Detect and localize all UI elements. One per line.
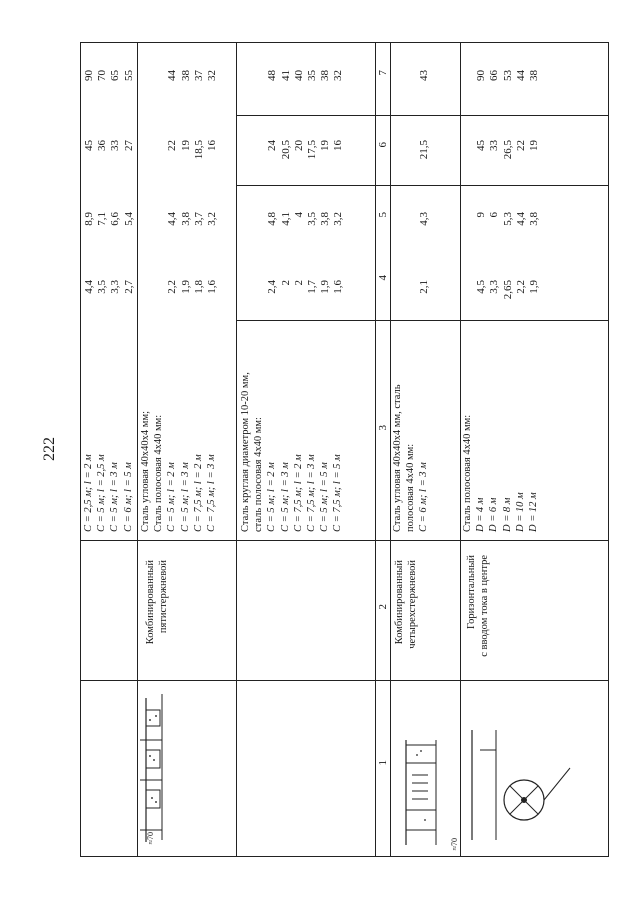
row2-c6-value: 18,5: [192, 140, 205, 160]
row5-c6-value: 33: [488, 140, 501, 151]
row2-c7-value: 37: [192, 70, 205, 81]
figure-horizontal: [462, 690, 608, 850]
row1-c5-value: 5,4: [122, 212, 135, 226]
row3-c4-value: 2: [279, 280, 292, 286]
row3-c6-value: 16: [332, 140, 345, 151]
row5-line: Сталь полосовая 4х40 мм:: [462, 414, 473, 532]
row3-c6-value: 20,5: [279, 140, 292, 160]
sep-h2: [80, 680, 608, 681]
row1-line: C = 6 м; l = 5 м: [122, 462, 134, 532]
row2-c5-value: 3,8: [179, 212, 192, 226]
row2-c4-value: 1,8: [192, 280, 205, 294]
row5-c4-value: 2,2: [514, 280, 527, 294]
row5-line: D = 12 м: [528, 492, 539, 532]
hdr-1: 1: [377, 760, 389, 766]
row1-c4-value: 3,3: [109, 280, 122, 294]
hdr-7: 7: [377, 70, 389, 76]
hdr-6: 6: [377, 142, 389, 148]
row3-c6-value: 19: [319, 140, 332, 151]
row4-line: полосовая 4х40 мм:: [405, 443, 417, 532]
fig1-label: ≈70: [146, 832, 155, 845]
row3-line: Сталь круглая диаметром 10-20 мм,: [240, 372, 251, 532]
row3-c5-value: 3,8: [319, 212, 332, 226]
row5-c5-value: 4,4: [514, 212, 527, 226]
row3-line: сталь полосовая 4х40 мм:: [253, 417, 265, 532]
hdr-4: 4: [377, 275, 389, 281]
row5-c6-value: 26,5: [501, 140, 514, 160]
row2-c6-value: 22: [166, 140, 179, 151]
row3-c5-value: 4,8: [266, 212, 279, 226]
row2-c5-value: 3,2: [206, 212, 218, 226]
sep-h3: [236, 320, 608, 321]
row1-c6-value: 33: [109, 140, 122, 151]
row5-line: D = 10 м: [514, 492, 526, 532]
row3-c6-value: 17,5: [306, 140, 318, 160]
row4-line: Сталь угловая 40х40х4 мм, сталь: [392, 384, 403, 532]
name-row2-b: пятистержневой: [158, 560, 169, 634]
sep-h5: [236, 115, 608, 116]
row1-c7-value: 65: [109, 70, 122, 81]
row5-line: D = 8 м: [501, 497, 513, 532]
row3-c4-value: 2,4: [266, 280, 279, 294]
sep-h4: [236, 185, 608, 186]
row4-c4-value: 2,1: [418, 280, 431, 294]
row5-c4-value: 3,3: [488, 280, 501, 294]
row3-c7-value: 35: [306, 70, 318, 81]
sep-header-a: [375, 42, 376, 857]
row3-line: C = 5 м; l = 5 м: [319, 462, 331, 532]
row4-c6-value: 21,5: [418, 140, 431, 160]
row5-c7-value: 44: [514, 70, 527, 81]
row2-line: C = 7,5 м; l = 3 м: [206, 454, 217, 532]
row1-line: C = 5 м; l = 3 м: [109, 462, 121, 532]
hdr-2: 2: [377, 604, 389, 610]
row3-c5-value: 4,1: [279, 212, 292, 226]
row3-c6-value: 24: [266, 140, 279, 151]
row3-c6-value: 20: [292, 140, 305, 151]
row5-c4-value: 2,65: [501, 280, 514, 300]
name-row4-a: Комбинированный: [394, 560, 405, 645]
row2-c6-value: 16: [206, 140, 218, 151]
row2-c4-value: 1,6: [206, 280, 218, 294]
row1-c4-value: 2,7: [122, 280, 135, 294]
figure-five-rod: [80, 690, 240, 850]
frame-bottom: [80, 856, 608, 857]
row2-line: C = 7,5 м; l = 2 м: [192, 454, 204, 532]
frame-top: [80, 42, 608, 43]
row5-c7-value: 38: [528, 70, 540, 81]
row3-c4-value: 1,9: [319, 280, 332, 294]
row5-c5-value: 3,8: [528, 212, 540, 226]
row2-line: C = 5 м; l = 3 м: [179, 462, 191, 532]
hdr-3: 3: [377, 425, 389, 431]
row5-c4-value: 4,5: [475, 280, 488, 294]
fig2-label: ≈70: [450, 838, 459, 851]
row3-line: C = 7,5 м; l = 2 м: [292, 454, 304, 532]
row3-c4-value: 1,7: [306, 280, 318, 294]
row5-c6-value: 19: [528, 140, 540, 151]
row2-c7-value: 44: [166, 70, 179, 81]
row4-c5-value: 4,3: [418, 212, 431, 226]
row3-c7-value: 40: [292, 70, 305, 81]
hdr-5: 5: [377, 212, 389, 218]
row1-c5-value: 6,6: [109, 212, 122, 226]
row1-c6-value: 45: [83, 140, 95, 151]
row1-c4-value: 4,4: [83, 280, 95, 294]
row3-c7-value: 48: [266, 70, 279, 81]
row2-c4-value: 1,9: [179, 280, 192, 294]
row3-c5-value: 3,2: [332, 212, 345, 226]
frame-right: [608, 42, 609, 857]
row3-c5-value: 4: [292, 212, 305, 218]
row1-c7-value: 70: [96, 70, 109, 81]
name-row2-a: Комбинированный: [145, 560, 156, 645]
row3-c7-value: 41: [279, 70, 292, 81]
row2-c7-value: 38: [179, 70, 192, 81]
row3-c5-value: 3,5: [306, 212, 318, 226]
name-row5-a: Горизонтальный: [466, 555, 477, 630]
row2-line: C = 5 м; l = 2 м: [166, 462, 178, 532]
row3-line: C = 7,5 м; l = 3 м: [306, 454, 317, 532]
row3-c7-value: 38: [319, 70, 332, 81]
row3-line: C = 5 м; l = 2 м: [266, 462, 278, 532]
row5-c6-value: 45: [475, 140, 488, 151]
row1-c6-value: 36: [96, 140, 109, 151]
page-number: 222: [41, 437, 58, 461]
row2-c7-value: 32: [206, 70, 218, 81]
row1-c5-value: 8,9: [83, 212, 95, 226]
row1-c4-value: 3,5: [96, 280, 109, 294]
row1-c5-value: 7,1: [96, 212, 109, 226]
row5-c6-value: 22: [514, 140, 527, 151]
row1-line: C = 2,5 м; l = 2 м: [83, 454, 94, 532]
row4-line: C = 6 м; l = 3 м: [418, 462, 430, 532]
row1-line: C = 5 м; l = 2,5 м: [96, 454, 108, 532]
row5-c5-value: 9: [475, 212, 488, 218]
row5-c5-value: 6: [488, 212, 501, 218]
row5-c4-value: 1,9: [528, 280, 540, 294]
row3-c4-value: 1,6: [332, 280, 345, 294]
row2-line: Сталь полосовая 4х40 мм:: [153, 414, 165, 532]
row2-c5-value: 3,7: [192, 212, 205, 226]
row5-c7-value: 53: [501, 70, 514, 81]
row2-c6-value: 19: [179, 140, 192, 151]
row2-line: Сталь угловая 40х40х4 мм;: [140, 410, 151, 532]
row3-line: C = 7,5 м; l = 5 м: [332, 454, 344, 532]
row5-line: D = 6 м: [488, 497, 500, 532]
row2-c5-value: 4,4: [166, 212, 179, 226]
row5-line: D = 4 м: [475, 497, 487, 532]
name-row4-b: четырехстержневой: [407, 560, 418, 649]
name-row5-b: с вводом тока в центре: [479, 555, 490, 657]
row5-c7-value: 90: [475, 70, 488, 81]
row4-c7-value: 43: [418, 70, 431, 81]
row1-c7-value: 55: [122, 70, 135, 81]
row2-c4-value: 2,2: [166, 280, 179, 294]
row5-c5-value: 5,3: [501, 212, 514, 226]
row3-c4-value: 2: [292, 280, 305, 286]
row5-c7-value: 66: [488, 70, 501, 81]
row1-c6-value: 27: [122, 140, 135, 151]
row3-line: C = 5 м; l = 3 м: [279, 462, 291, 532]
figure-four-rod: [392, 735, 452, 850]
row3-c7-value: 32: [332, 70, 345, 81]
sep-h1: [80, 540, 608, 541]
row1-c7-value: 90: [83, 70, 95, 81]
